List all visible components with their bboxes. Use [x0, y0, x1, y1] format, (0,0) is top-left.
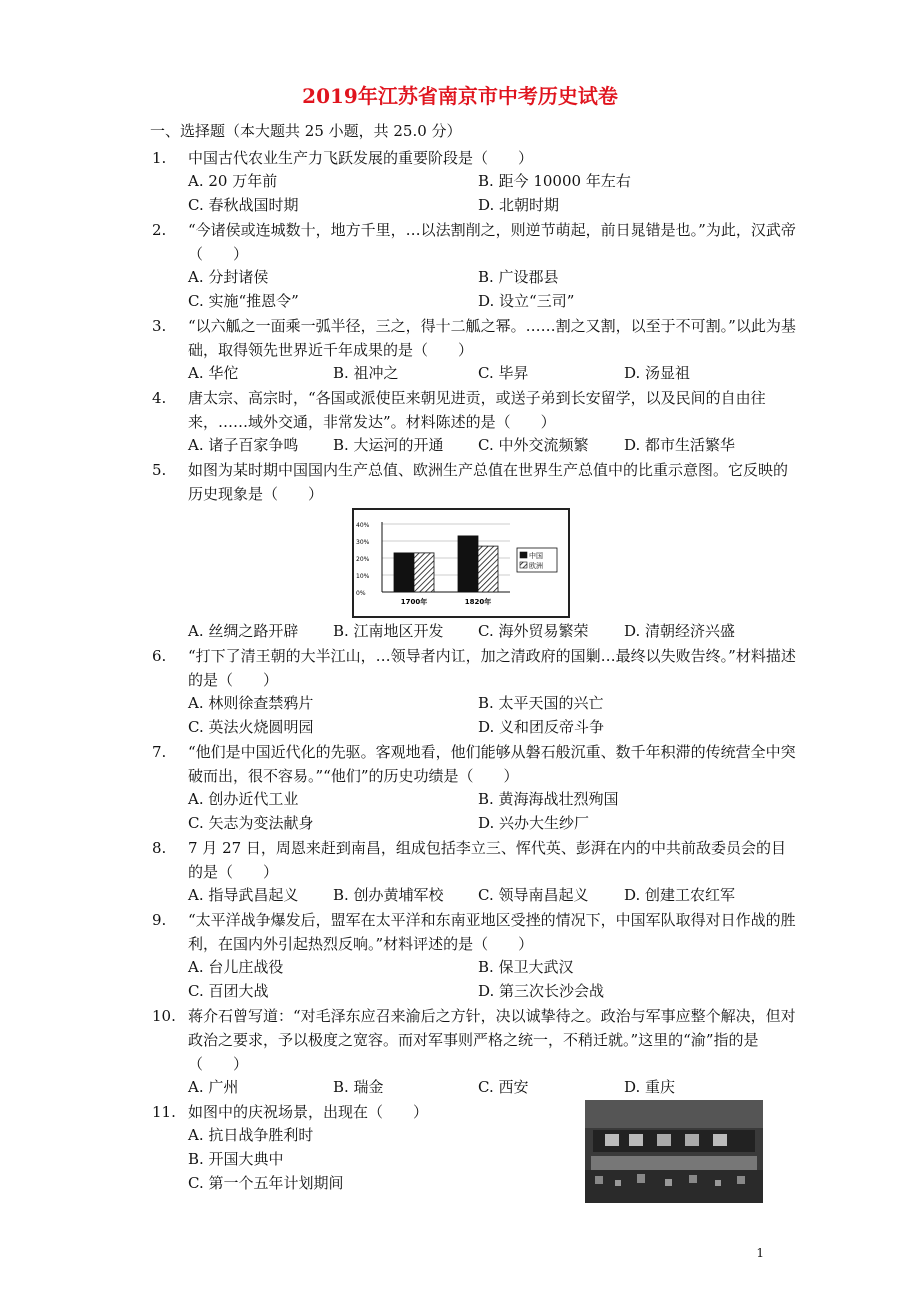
legend-label: 欧洲: [529, 562, 543, 570]
option-d[interactable]: D. 都市生活繁华: [624, 436, 736, 454]
page-number: 1: [756, 1246, 764, 1260]
option-a[interactable]: A. 抗日战争胜利时: [188, 1126, 314, 1144]
page-title: 2019年江苏省南京市中考历史试卷: [302, 84, 618, 108]
option-c[interactable]: C. 矢志为变法献身: [188, 814, 314, 832]
option-b[interactable]: B. 距今 10000 年左右: [478, 172, 631, 190]
y-tick-label: 40%: [356, 522, 370, 529]
option-a[interactable]: A. 华佗: [188, 364, 239, 382]
question-stem: 唐太宗、高宗时，“各国或派使臣来朝见进贡，或送子弟到长安留学，以及民间的自由往来，……域外交通，非常发达”。材料陈述的是（ ）: [188, 389, 766, 431]
option-a[interactable]: A. 分封诸侯: [188, 268, 269, 286]
option-b[interactable]: B. 创办黄埔军校: [333, 886, 444, 904]
legend-swatch: [520, 552, 527, 558]
question-stem: 中国古代农业生产力飞跃发展的重要阶段是（ ）: [188, 149, 534, 167]
bar: [394, 553, 414, 592]
option-a[interactable]: A. 林则徐查禁鸦片: [188, 694, 314, 712]
option-b[interactable]: B. 广设郡县: [478, 268, 559, 286]
option-a[interactable]: A. 指导武昌起义: [188, 886, 299, 904]
question-stem: 如图为某时期中国国内生产总值、欧洲生产总值在世界生产总值中的比重示意图。它反映的历史现象是（ ）: [188, 461, 789, 503]
question-number: 3.: [152, 317, 167, 335]
question-number: 10.: [152, 1007, 176, 1025]
y-tick-label: 20%: [356, 556, 370, 563]
option-c[interactable]: C. 中外交流频繁: [478, 436, 589, 454]
option-d[interactable]: D. 北朝时期: [478, 196, 560, 214]
section-heading: 一、选择题（本大题共 25 小题，共 25.0 分）: [150, 122, 462, 140]
option-d[interactable]: D. 设立“三司”: [478, 292, 575, 310]
option-a[interactable]: A. 创办近代工业: [188, 790, 299, 808]
question-stem: 7 月 27 日，周恩来赶到南昌，组成包括李立三、恽代英、彭湃在内的中共前敌委员会的目的是（ ）: [188, 839, 786, 881]
bar: [458, 536, 478, 592]
option-d[interactable]: D. 重庆: [624, 1078, 676, 1096]
option-c[interactable]: C. 领导南昌起义: [478, 886, 589, 904]
question-number: 11.: [152, 1103, 176, 1121]
option-b[interactable]: B. 黄海海战壮烈殉国: [478, 790, 619, 808]
question-number: 5.: [152, 461, 167, 479]
question-number: 4.: [152, 389, 167, 407]
option-d[interactable]: D. 清朝经济兴盛: [624, 622, 736, 640]
question-number: 8.: [152, 839, 167, 857]
bar: [414, 553, 434, 592]
chart-svg: [354, 510, 568, 616]
option-b[interactable]: B. 太平天国的兴亡: [478, 694, 604, 712]
bar: [478, 546, 498, 592]
question-stem: 蒋介石曾写道：“对毛泽东应召来渝后之方针，决以诚挚待之。政治与军事应整个解决，但对政治之要求，予以极度之宽容。而对军事则严格之统一，不稍迁就。”这里的“渝”指的是（ ）: [188, 1007, 796, 1073]
question-stem: “以六觚之一面乘一弧半径，三之，得十二觚之幂。……割之又割，以至于不可割。”以此为基础，取得领先世界近千年成果的是（ ）: [188, 317, 796, 359]
x-tick-label: 1820年: [464, 598, 492, 606]
option-c[interactable]: C. 英法火烧圆明园: [188, 718, 314, 736]
option-c[interactable]: C. 春秋战国时期: [188, 196, 299, 214]
question-stem: “今诸侯或连城数十，地方千里，…以法割削之，则逆节萌起，前日晁错是也。”为此，汉武帝（ ）: [188, 221, 796, 263]
option-c[interactable]: C. 海外贸易繁荣: [478, 622, 589, 640]
celebration-photo-svg: [585, 1100, 763, 1203]
question-stem: “他们是中国近代化的先驱。客观地看，他们能够从磐石般沉重、数千年积滞的传统营全中突破而出，很不容易。”“他们”的历史功绩是（ ）: [188, 743, 796, 785]
legend-swatch: [520, 562, 527, 568]
option-b[interactable]: B. 保卫大武汉: [478, 958, 574, 976]
option-d[interactable]: D. 第三次长沙会战: [478, 982, 605, 1000]
option-b[interactable]: B. 江南地区开发: [333, 622, 444, 640]
option-d[interactable]: D. 兴办大生纱厂: [478, 814, 590, 832]
question-stem: “太平洋战争爆发后，盟军在太平洋和东南亚地区受挫的情况下，中国军队取得对日作战的胜利，在国内外引起热烈反响。”材料评述的是（ ）: [188, 911, 796, 953]
option-b[interactable]: B. 祖冲之: [333, 364, 399, 382]
question-number: 6.: [152, 647, 167, 665]
option-c[interactable]: C. 百团大战: [188, 982, 269, 1000]
question-number: 1.: [152, 149, 167, 167]
x-tick-label: 1700年: [400, 598, 428, 606]
option-d[interactable]: D. 汤显祖: [624, 364, 691, 382]
option-a[interactable]: A. 诸子百家争鸣: [188, 436, 299, 454]
option-a[interactable]: A. 丝绸之路开辟: [188, 622, 299, 640]
option-a[interactable]: A. 台儿庄战役: [188, 958, 284, 976]
option-d[interactable]: D. 义和团反帝斗争: [478, 718, 605, 736]
option-d[interactable]: D. 创建工农红军: [624, 886, 736, 904]
question-stem: “打下了清王朝的大半江山，…领导者内讧，加之清政府的国剿…最终以失败告终。”材料描述的是（ ）: [188, 647, 796, 689]
question-stem: 如图中的庆祝场景，出现在（ ）: [188, 1103, 429, 1121]
y-tick-label: 0%: [356, 590, 366, 597]
question-number: 7.: [152, 743, 167, 761]
option-c[interactable]: C. 第一个五年计划期间: [188, 1174, 344, 1192]
legend-label: 中国: [529, 552, 543, 560]
option-a[interactable]: A. 广州: [188, 1078, 239, 1096]
option-c[interactable]: C. 西安: [478, 1078, 529, 1096]
option-b[interactable]: B. 开国大典中: [188, 1150, 284, 1168]
y-tick-label: 30%: [356, 539, 370, 546]
option-c[interactable]: C. 毕昇: [478, 364, 529, 382]
gdp-share-chart: [352, 508, 570, 618]
option-c[interactable]: C. 实施“推恩令”: [188, 292, 299, 310]
option-b[interactable]: B. 瑞金: [333, 1078, 384, 1096]
celebration-photo: [585, 1100, 763, 1203]
option-b[interactable]: B. 大运河的开通: [333, 436, 444, 454]
question-number: 9.: [152, 911, 167, 929]
option-a[interactable]: A. 20 万年前: [188, 172, 278, 190]
question-number: 2.: [152, 221, 167, 239]
y-tick-label: 10%: [356, 573, 370, 580]
